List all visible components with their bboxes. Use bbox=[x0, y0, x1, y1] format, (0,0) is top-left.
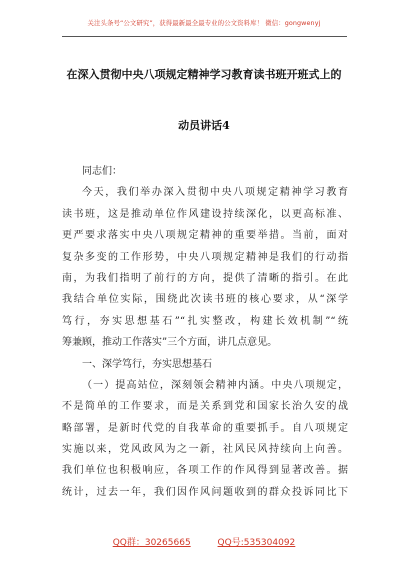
body-line: 复杂多变的工作形势，中央八项规定精神是我们的行动指 bbox=[62, 251, 348, 263]
body-line: 我们单位也积极响应，各项工作的作风得到显著改善。据 bbox=[62, 465, 348, 477]
salutation: 同志们： bbox=[82, 166, 122, 177]
document-title-line-1: 在深入贯彻中央八项规定精神学习教育读书班开班式上的 bbox=[66, 68, 342, 81]
body-line: 今天，我们举办深入贯彻中央八项规定精神学习教育 bbox=[82, 187, 348, 199]
document-body bbox=[62, 161, 348, 503]
body-line: 更严要求落实中央八项规定精神的重要举措。当前，面对 bbox=[62, 230, 348, 242]
body-line: 统计，过去一年，我们因作风问题收到的群众投诉同比下 bbox=[62, 486, 348, 498]
footer-contact bbox=[0, 535, 408, 548]
header-divider bbox=[62, 36, 347, 37]
document-title-line-2: 动员讲话4 bbox=[178, 119, 230, 132]
footer-qq-group[interactable]: QQ群：30265665 bbox=[112, 538, 191, 548]
footer-qq-number[interactable]: QQ号:535304092 bbox=[217, 538, 296, 548]
body-line: 筹兼顾，推动工作落实”三个方面，讲几点意见。 bbox=[62, 337, 278, 349]
body-line: 不是简单的工作要求，而是关系到党和国家长治久安的战 bbox=[62, 401, 348, 413]
body-line: 南，为我们指明了前行的方向，提供了清晰的指引。在此 bbox=[62, 272, 348, 284]
header-banner: 关注头条号“公文研究”，获得最新最全最专业的公文资料库！ 微信：gongwenyj bbox=[87, 19, 321, 27]
section-heading: 一、深学笃行，夯实思想基石 bbox=[82, 358, 212, 370]
body-line: 读书班，这是推动单位作风建设持续深化，以更高标准、 bbox=[62, 208, 348, 220]
body-line: 略部署，是新时代党的自我革命的重要抓手。自八项规定 bbox=[62, 422, 348, 434]
body-line: 实施以来，党风政风为之一新，社风民风持续向上向善。 bbox=[62, 444, 348, 456]
body-line: （一）提高站位，深刻领会精神内涵。中央八项规定， bbox=[82, 379, 348, 391]
body-line: 我结合单位实际，围绕此次读书班的核心要求，从“深学 bbox=[62, 294, 348, 306]
body-line: 笃行，夯实思想基石”“扎实整改，构建长效机制”“统 bbox=[62, 315, 348, 327]
